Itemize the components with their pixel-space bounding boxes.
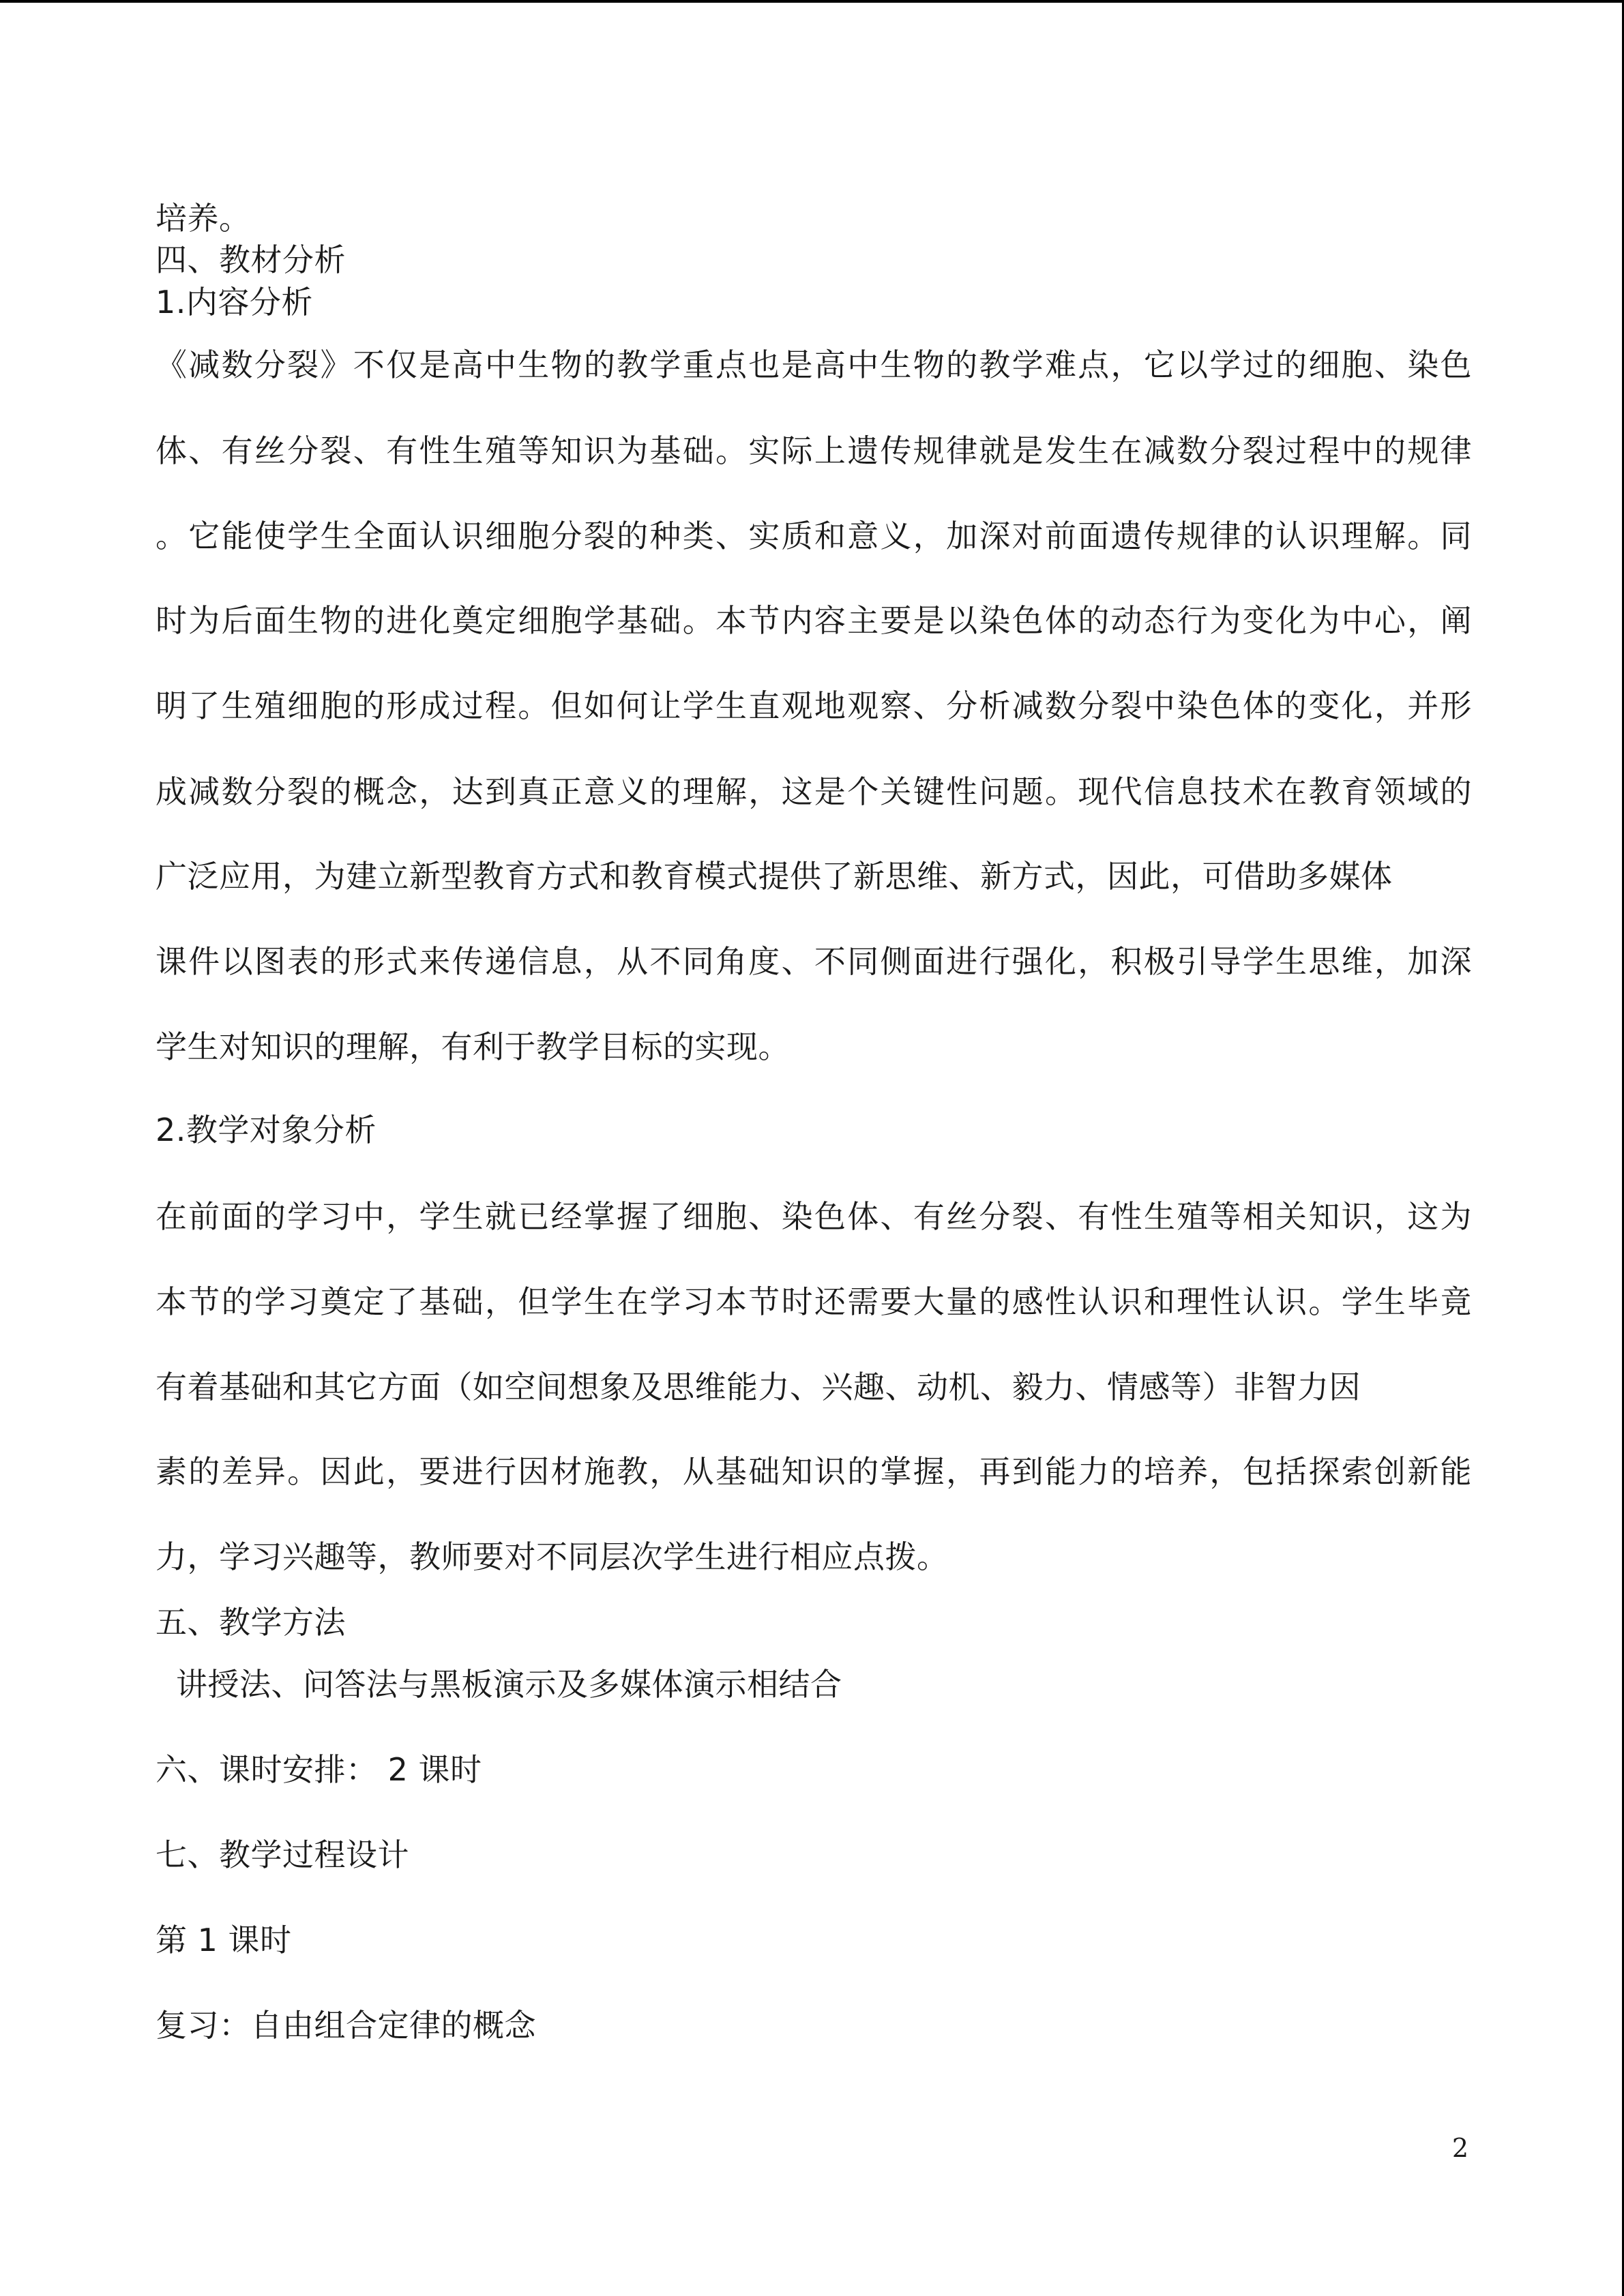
text-line: 复习：自由组合定律的概念	[156, 2007, 536, 2044]
text-line: 讲授法、问答法与黑板演示及多媒体演示相结合	[176, 1666, 842, 1703]
paragraph-line: 时为后面生物的进化奠定细胞学基础。本节内容主要是以染色体的动态行为变化为中心，阐	[156, 602, 1472, 639]
subsection-heading: 1.内容分析	[156, 284, 313, 320]
paragraph-line: 广泛应用，为建立新型教育方式和教育模式提供了新思维、新方式，因此，可借助多媒体	[156, 858, 1393, 895]
subsection-heading: 2.教学对象分析	[156, 1112, 377, 1148]
page-top-border	[0, 0, 1624, 3]
paragraph-line: 学生对知识的理解，有利于教学目标的实现。	[156, 1028, 790, 1065]
paragraph-line: 明了生殖细胞的形成过程。但如何让学生直观地观察、分析减数分裂中染色体的变化，并形	[156, 687, 1472, 724]
section-heading: 六、课时安排： 2 课时	[156, 1751, 482, 1788]
paragraph-line: 在前面的学习中，学生就已经掌握了细胞、染色体、有丝分裂、有性生殖等相关知识，这为	[156, 1198, 1472, 1235]
section-heading: 五、教学方法	[156, 1604, 346, 1641]
paragraph-line: 。它能使学生全面认识细胞分裂的种类、实质和意义，加深对前面遗传规律的认识理解。同	[156, 518, 1472, 554]
paragraph-line: 体、有丝分裂、有性生殖等知识为基础。实际上遗传规律就是发生在减数分裂过程中的规律	[156, 432, 1472, 469]
paragraph-line: 《减数分裂》不仅是高中生物的教学重点也是高中生物的教学难点，它以学过的细胞、染色	[156, 346, 1472, 383]
paragraph-line: 力，学习兴趣等，教师要对不同层次学生进行相应点拨。	[156, 1538, 949, 1575]
page-number: 2	[1451, 2133, 1468, 2163]
paragraph-line: 成减数分裂的概念，达到真正意义的理解，这是个关键性问题。现代信息技术在教育领域的	[156, 773, 1472, 810]
paragraph-line: 有着基础和其它方面（如空间想象及思维能力、兴趣、动机、毅力、情感等）非智力因	[156, 1369, 1361, 1405]
paragraph-line: 素的差异。因此，要进行因材施教，从基础知识的掌握，再到能力的培养，包括探索创新能	[156, 1453, 1472, 1490]
text-line: 第 1 课时	[156, 1922, 292, 1958]
text-line: 培养。	[156, 200, 251, 237]
paragraph-line: 课件以图表的形式来传递信息，从不同角度、不同侧面进行强化，积极引导学生思维，加深	[156, 943, 1472, 980]
paragraph-line: 本节的学习奠定了基础，但学生在学习本节时还需要大量的感性认识和理性认识。学生毕竟	[156, 1283, 1472, 1320]
section-heading: 七、教学过程设计	[156, 1836, 409, 1873]
section-heading: 四、教材分析	[156, 241, 346, 278]
